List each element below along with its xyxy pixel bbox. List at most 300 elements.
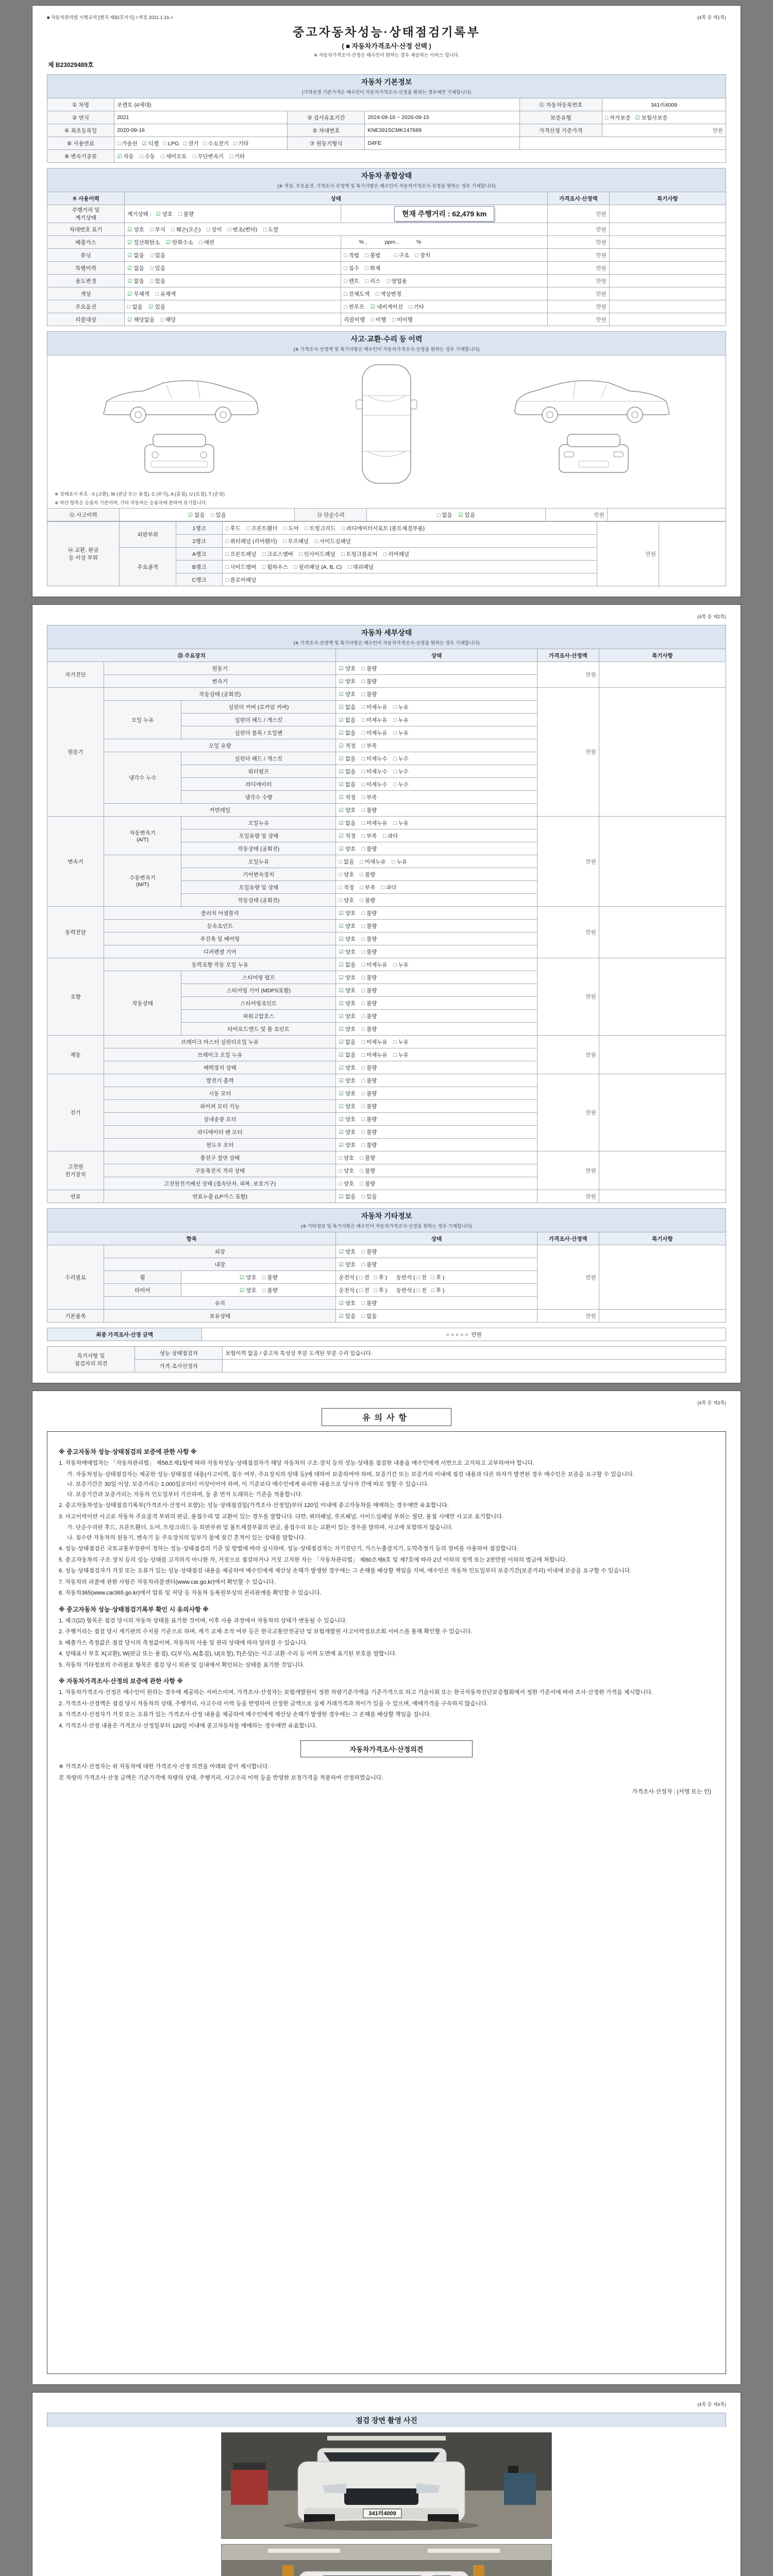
table-cell: ☑ 없음 □ 미세누유 □ 누유 <box>336 726 537 739</box>
table-cell: 워터펌프 <box>181 765 336 778</box>
checkbox-unchecked-icon: □ <box>339 1167 342 1174</box>
checkbox-unchecked-icon: □ <box>150 278 154 284</box>
table-cell: ⑬ 단순수리 <box>295 509 367 521</box>
checkbox-unchecked-icon: □ <box>117 140 121 147</box>
table-cell <box>599 817 726 907</box>
checkbox-checked-icon: ☑ <box>339 1261 344 1268</box>
table-cell: 연료누출 (LP가스 포함) <box>104 1190 336 1203</box>
table-cell <box>223 1360 726 1372</box>
table-cell: ☑ 적정 □ 부족 <box>336 739 537 752</box>
notice-line: 4. 상태표시 부호 X(교환), W(판금 또는 용접), C(부식), A(흠집), U(요철), T(손상)는 사고·교환·수리 등 이력 도면에 표기된 부호를 말합니다. <box>59 1651 397 1657</box>
table-cell: ☑ 양호 □ 불량 <box>336 1126 537 1139</box>
checkbox-unchecked-icon: □ <box>361 807 365 814</box>
table-cell: □ 적법 □ 불법 □ 구조 □ 장치 <box>341 249 547 262</box>
table-cell <box>609 287 726 300</box>
table-cell: 가격조사·산정액 <box>537 1232 599 1245</box>
car-top-view-diagram <box>348 360 425 488</box>
checkbox-unchecked-icon: □ <box>361 704 365 710</box>
checkbox-checked-icon: ☑ <box>239 1287 245 1294</box>
notice-line: 나. 침수란 자동차의 원동기, 변속기 등 주요장치의 일부가 물에 잠긴 흔적이 있는 상태를 말합니다. <box>67 1534 306 1541</box>
checkbox-unchecked-icon: □ <box>393 730 397 736</box>
table-cell: 상태 <box>336 1232 537 1245</box>
checkbox-unchecked-icon: □ <box>365 252 368 259</box>
table-cell <box>609 205 726 223</box>
table-cell: 운전석 ( □ 전 □ 후 ) 동반석 ( □ 전 □ 후 ) <box>336 1271 537 1284</box>
table-cell: □ 양호 □ 불량 <box>336 894 537 907</box>
checkbox-unchecked-icon: □ <box>225 564 229 570</box>
checkbox-unchecked-icon: □ <box>163 140 167 147</box>
table-cell <box>599 1190 726 1203</box>
table-cell: 실린더 헤드 / 개스킷 <box>181 714 336 726</box>
table-cell: 작동상태 (공회전) <box>181 842 336 855</box>
table-cell: % , ppm , % <box>341 236 547 249</box>
checkbox-checked-icon: ☑ <box>370 303 376 310</box>
checkbox-checked-icon: ☑ <box>339 1142 344 1148</box>
checkbox-unchecked-icon: □ <box>361 923 365 929</box>
table-cell <box>599 958 726 1036</box>
checkbox-unchecked-icon: □ <box>361 1142 365 1148</box>
checkbox-unchecked-icon: □ <box>233 140 237 147</box>
checkbox-unchecked-icon: □ <box>211 512 214 518</box>
table-cell: ☑ 양호 □ 불량 <box>336 1113 537 1126</box>
notice-line: ※ 중고자동차 성능·상태점검기록부 확인 시 유의사항 ※ <box>59 1605 209 1613</box>
table-cell: 차대번호 표기 <box>47 223 125 236</box>
table-row <box>47 249 726 262</box>
checkbox-unchecked-icon: □ <box>344 291 347 297</box>
checkbox-unchecked-icon: □ <box>155 291 159 297</box>
checkbox-checked-icon: ☑ <box>339 1248 344 1255</box>
inspection-photo-front <box>221 2432 552 2539</box>
checkbox-unchecked-icon: □ <box>294 564 297 570</box>
table-cell: ☑ 있음 □ 없음 <box>336 1310 537 1323</box>
notice-line: 본 차량의 가격조사·산정 금액은 기준가격에 차량의 상태, 주행거리, 사고수리 이력 등을 반영한 보정가격을 적용하여 산정하였습니다. <box>59 1774 383 1781</box>
table-cell: 타이어 <box>104 1284 181 1297</box>
section-header-detail <box>47 625 726 649</box>
checkbox-unchecked-icon: □ <box>361 1103 365 1110</box>
table-cell: 전기 <box>47 1074 104 1151</box>
checkbox-unchecked-icon: □ <box>394 252 397 259</box>
checkbox-unchecked-icon: □ <box>415 252 419 259</box>
table-cell: □ 사이드멤버 □ 휠하우스 □ 필러패널 (A, B, C) □ 대쉬패널 <box>223 561 597 573</box>
checkbox-unchecked-icon: □ <box>225 551 229 557</box>
table-cell: ☑ 양호 □ 불량 <box>336 971 537 984</box>
checkbox-checked-icon: ☑ <box>127 252 132 259</box>
table-cell: 리콜대상 <box>47 313 125 326</box>
table-cell: ☑ 없음 □ 미세누수 □ 누수 <box>336 765 537 778</box>
table-cell: ③ 검사유효기간 <box>288 111 365 124</box>
table-cell: KNE391SCMK147689 <box>365 124 519 137</box>
table-cell: ☑ 양호 □ 불량 <box>336 984 537 997</box>
table-row <box>47 205 726 223</box>
table-row <box>47 1328 726 1341</box>
table-cell: ⑤ 차대번호 <box>288 124 365 137</box>
table-cell: 수동변속기 (M/T) <box>104 855 181 907</box>
table-cell: ⑧ 변속기종류 <box>47 150 114 163</box>
table-row <box>47 907 726 920</box>
table-cell: 외판부위 <box>120 522 176 548</box>
table-cell: ☑ 양호 □ 불량 <box>336 1023 537 1036</box>
checkbox-unchecked-icon: □ <box>392 858 395 865</box>
checkbox-unchecked-icon: □ <box>393 768 397 775</box>
table-cell: 연료 <box>47 1190 104 1203</box>
table-cell: 리콜이행 □ 이행 □ 미이행 <box>341 313 547 326</box>
table-row <box>47 150 726 163</box>
table-cell: 변속기 <box>47 817 104 907</box>
checkbox-unchecked-icon: □ <box>283 538 287 545</box>
price-opinion-list <box>59 1762 714 1795</box>
checkbox-unchecked-icon: □ <box>416 1274 420 1281</box>
price-opinion-box-title: 자동차가격조사·산정의견 <box>300 1740 473 1757</box>
table-cell: ☑ 자동 □ 수동 □ 세미오토 □ 무단변속기 □ 기타 <box>114 150 726 163</box>
checkbox-unchecked-icon: □ <box>361 1026 365 1032</box>
checkbox-checked-icon: ☑ <box>339 1129 344 1136</box>
checkbox-unchecked-icon: □ <box>344 265 347 272</box>
notice-line: 7. 자동차의 리콜에 관한 사항은 자동차리콜센터(www.car.go.kr)에서 확인할 수 있습니다. <box>59 1579 276 1585</box>
checkbox-unchecked-icon: □ <box>361 948 365 955</box>
checkbox-unchecked-icon: □ <box>160 316 164 323</box>
table-cell: 계기상태 : ☑ 양호 □ 불량 <box>125 205 341 223</box>
table-cell: □ 없음 □ 미세누유 □ 누유 <box>336 855 537 868</box>
table-cell: 만원 <box>547 300 609 313</box>
checkbox-checked-icon: ☑ <box>635 114 640 121</box>
notices-body <box>47 1431 726 2374</box>
notice-line: 3. 배출가스 측정값은 점검 당시의 측정값이며, 자동차의 사용 및 관리 상태에 따라 달라질 수 있습니다. <box>59 1639 308 1646</box>
checkbox-unchecked-icon: □ <box>150 265 154 272</box>
table-cell: 브레이크 마스터 실린더오일 누유 <box>104 1036 336 1048</box>
table-cell: 만원 <box>537 1245 599 1310</box>
table-cell: 오일누유 <box>181 855 336 868</box>
form-table <box>47 521 726 586</box>
section-note: (※ 가격조사·산정액 및 특기사항은 매수인이 자동차가격조사·산정을 원하는 경우 기재합니다) <box>293 347 480 352</box>
table-cell: ① 차명 <box>47 98 114 111</box>
notice-line: 1. 자동차가격조사·산정은 매수인이 원하는 경우에 제공하는 서비스이며, 가격조사·산정자는 보험개발원이 정한 차량기준가액을 기준가격으로 하고 기술사회 또는 한국자동차진단보증협회에서 정한 기준서에 따라 조사·산정한 가격을 제시합니다. <box>59 1689 653 1696</box>
notice-line: 3. 사고이력이란 사고로 자동차 주요골격 부위의 판금, 용접수리 및 교환이 있는 경우를 말합니다. 다만, 쿼터패널, 루프패널, 사이드실패널 부위는 절단, 용접 시에만 사고로 표기합니다. <box>59 1513 503 1520</box>
checkbox-unchecked-icon: □ <box>199 239 203 246</box>
checkbox-unchecked-icon: □ <box>361 1000 365 1007</box>
table-cell: 실린더 커버 (로커암 커버) <box>181 701 336 714</box>
table-cell: ☑ 양호 □ 불량 <box>336 662 537 675</box>
checkbox-unchecked-icon: □ <box>393 704 397 710</box>
table-row <box>47 1232 726 1245</box>
table-cell: □ 렌트 □ 리스 □ 영업용 <box>341 275 547 287</box>
table-cell: 만원 <box>602 124 726 137</box>
checkbox-unchecked-icon: □ <box>383 551 387 557</box>
table-cell: 보유상태 <box>104 1310 336 1323</box>
table-cell: 1랭크 <box>176 522 223 535</box>
accident-history-table <box>47 508 726 521</box>
checkbox-unchecked-icon: □ <box>360 858 363 865</box>
checkbox-unchecked-icon: □ <box>361 833 365 839</box>
page-4 <box>32 2392 741 2576</box>
table-cell: ☑ 양호 □ 불량 <box>336 1245 537 1258</box>
table-cell: □ 없음 ☑ 있음 <box>367 509 545 521</box>
checkbox-unchecked-icon: □ <box>361 794 365 801</box>
notice-line: 2. 주행거리는 점검 당시 계기판의 수치를 기준으로 하며, 계기 교체·조작 여부 등은 한국교통안전공단 및 보험개발원 사고이력정보조회 서비스를 통해 확인할 수 있습니다. <box>59 1629 473 1635</box>
checkbox-checked-icon: ☑ <box>339 1026 344 1032</box>
section-title: 사고·교환·수리 등 이력 <box>350 335 423 343</box>
table-cell: 만원 <box>547 236 609 249</box>
table-cell: ☑ 없음 □ 있음 <box>125 262 341 275</box>
checkbox-unchecked-icon: □ <box>339 897 342 904</box>
checkbox-unchecked-icon: □ <box>604 114 609 121</box>
checkbox-unchecked-icon: □ <box>360 871 363 878</box>
section-header-overall <box>47 168 726 192</box>
checkbox-unchecked-icon: □ <box>361 845 365 852</box>
checkbox-unchecked-icon: □ <box>361 781 365 788</box>
final-price-table <box>47 1328 726 1341</box>
checkbox-unchecked-icon: □ <box>361 768 365 775</box>
table-cell: ⑨ 사용이력 <box>47 192 125 205</box>
table-row <box>47 1360 726 1372</box>
table-cell: 윈도우 모터 <box>104 1139 336 1151</box>
table-cell: 2024-09-16 ~ 2026-09-15 <box>365 111 519 124</box>
table-row <box>47 1310 726 1323</box>
checkbox-checked-icon: ☑ <box>339 923 344 929</box>
table-cell: 가격조사·산정액 <box>537 649 599 662</box>
checkbox-checked-icon: ☑ <box>339 987 344 994</box>
checkbox-unchecked-icon: □ <box>386 278 390 284</box>
table-cell <box>599 907 726 958</box>
table-cell: 외장 <box>104 1245 336 1258</box>
checkbox-unchecked-icon: □ <box>140 153 143 160</box>
table-row <box>47 275 726 287</box>
notice-line: 1. 체크(☑) 항목은 점검 당시의 자동차 상태를 표기한 것이며, 이후 사용 과정에서 자동차의 상태가 변동될 수 있습니다. <box>59 1617 347 1624</box>
table-cell: ☑ 양호 □ 불량 <box>336 1087 537 1100</box>
table-cell: 동력전달 <box>47 907 104 958</box>
notice-line: 5. 중고자동차의 구조·장치 등의 성능·상태를 고지하지 아니한 자, 거짓으로 점검하거나 거짓 고지한 자는 「자동차관리법」 제80조제6호 및 제7호에 따라 2년 이하의 징역 또는 2천만원 이하의 벌금에 처합니다. <box>59 1556 567 1563</box>
table-cell: 실린더 블록 / 오일팬 <box>181 726 336 739</box>
notice-line: ※ 자동차가격조사·산정의 보증에 관한 사항 ※ <box>59 1677 183 1685</box>
table-cell: ☑ 양호 □ 불량 <box>181 1271 336 1284</box>
overall-condition-table <box>47 192 726 326</box>
table-cell <box>609 249 726 262</box>
table-row <box>47 1347 726 1360</box>
table-cell: 자동변속기 (A/T) <box>104 817 181 855</box>
table-cell <box>609 313 726 326</box>
checkbox-unchecked-icon: □ <box>359 1287 363 1294</box>
license-plate-text: 341러4009 <box>368 2511 396 2517</box>
section-title: 자동차 기본정보 <box>361 78 412 86</box>
table-cell: ☑ 없음 □ 있음 <box>120 509 295 521</box>
base-vehicle-note: ※ 하단 항목은 승용차 기준이며, 기타 자동차는 승용차에 준하여 표기합니다. <box>55 500 207 505</box>
form-table <box>47 649 726 1203</box>
checkbox-unchecked-icon: □ <box>393 755 397 762</box>
table-cell: 특별이력 <box>47 262 125 275</box>
table-cell: 특기사항 <box>599 1232 726 1245</box>
table-cell <box>341 205 547 223</box>
checkbox-checked-icon: ☑ <box>127 278 132 284</box>
table-cell: ☑ 양호 □ 불량 <box>336 1139 537 1151</box>
table-row <box>47 1190 726 1203</box>
checkbox-checked-icon: ☑ <box>339 717 344 723</box>
table-cell: 보증유형 <box>519 111 602 124</box>
table-cell: 수리필요 <box>47 1245 104 1310</box>
table-cell: 보험이력 없음 / 중고차 특성상 부분 도색된 부분 수리 있습니다. <box>223 1347 726 1360</box>
checkbox-unchecked-icon: □ <box>361 974 365 981</box>
table-cell: 만원 <box>547 275 609 287</box>
checkbox-unchecked-icon: □ <box>361 1193 365 1200</box>
page-marker: (4쪽 중 제4쪽) <box>697 2402 726 2407</box>
checkbox-unchecked-icon: □ <box>361 820 365 826</box>
table-cell: 만원 <box>537 1190 599 1203</box>
checkbox-checked-icon: ☑ <box>339 730 344 736</box>
checkbox-unchecked-icon: □ <box>344 252 347 259</box>
checkbox-checked-icon: ☑ <box>339 1052 344 1058</box>
table-cell <box>519 137 726 150</box>
checkbox-unchecked-icon: □ <box>193 153 196 160</box>
page-1 <box>32 5 741 597</box>
checkbox-unchecked-icon: □ <box>361 1116 365 1123</box>
table-cell: ☑ 일산화탄소 ☑ 탄화수소 □ 매연 <box>125 236 341 249</box>
checkbox-unchecked-icon: □ <box>339 1180 342 1187</box>
table-cell: □ 자가보증 ☑ 보험사보증 <box>602 111 726 124</box>
inspection-photo-lift <box>221 2544 552 2576</box>
checkbox-unchecked-icon: □ <box>437 512 441 518</box>
section-title: 자동차 종합상태 <box>361 172 412 180</box>
car-side-view-right-diagram <box>509 369 679 426</box>
checkbox-unchecked-icon: □ <box>229 153 233 160</box>
checkbox-unchecked-icon: □ <box>431 1287 434 1294</box>
checkbox-unchecked-icon: □ <box>344 278 347 284</box>
checkbox-unchecked-icon: □ <box>361 961 365 968</box>
checkbox-checked-icon: ☑ <box>339 704 344 710</box>
table-row <box>47 192 726 205</box>
table-cell <box>609 223 726 236</box>
table-cell: □ 적정 □ 부족 □ 과다 <box>336 881 537 894</box>
page-2 <box>32 604 741 1383</box>
table-cell: □ 쿼터패널 (리어휀더) □ 루프패널 □ 사이드실패널 <box>223 535 597 548</box>
table-cell: □ 플로어패널 <box>223 573 597 586</box>
notice-line: 6. 성능·상태점검자가 거짓 또는 오류가 있는 성능·상태점검 내용을 제공하여 매수인에게 재산상 손해가 발생한 경우에는 그 손해를 배상할 책임을 지며, 매수인은 자동차 인도일부터 보증기간(보증거리) 이내에 보증을 요구할 수 있습니다. <box>59 1568 632 1574</box>
checkbox-unchecked-icon: □ <box>359 1274 363 1281</box>
table-cell: 자기진단 <box>47 662 104 688</box>
table-row <box>47 300 726 313</box>
checkbox-checked-icon: ☑ <box>339 845 344 852</box>
table-cell: 배출가스 <box>47 236 125 249</box>
checkbox-checked-icon: ☑ <box>239 1274 245 1281</box>
table-cell: □ 양호 □ 불량 <box>336 1151 537 1164</box>
checkbox-unchecked-icon: □ <box>262 1287 266 1294</box>
table-cell: 상태 <box>125 192 548 205</box>
table-cell: ☑ 양호 □ 불량 <box>336 1010 537 1023</box>
checkbox-unchecked-icon: □ <box>262 1274 266 1281</box>
table-row <box>47 688 726 701</box>
table-cell <box>607 509 726 521</box>
checkbox-checked-icon: ☑ <box>339 936 344 942</box>
checkbox-unchecked-icon: □ <box>361 1064 365 1071</box>
page-title: 중고자동차성능·상태점검기록부 <box>293 25 480 39</box>
table-cell: 등속조인트 <box>104 920 336 933</box>
checkbox-unchecked-icon: □ <box>339 871 342 878</box>
checkbox-unchecked-icon: □ <box>374 1274 377 1281</box>
section-note: (※ 색상, 주요옵션, 가격조사·산정액 및 특기사항은 매수인이 자동차가격조사·산정을 원하는 경우 기재합니다) <box>277 183 496 189</box>
table-cell: 오일 누유 <box>104 701 181 739</box>
table-cell: ⑮ 주요장치 <box>47 649 336 662</box>
table-cell: ☑ 적정 □ 부족 <box>336 791 537 804</box>
page-marker: (4쪽 중 제3쪽) <box>697 1400 726 1405</box>
checkbox-unchecked-icon: □ <box>150 252 154 259</box>
checkbox-checked-icon: ☑ <box>127 226 132 233</box>
table-cell: 2021 <box>114 111 288 124</box>
table-cell: 발전기 출력 <box>104 1074 336 1087</box>
table-cell: ⑦ 원동기형식 <box>288 137 365 150</box>
table-row <box>47 137 726 150</box>
checkbox-checked-icon: ☑ <box>127 291 132 297</box>
table-cell: □ 후드 □ 프론트휀더 □ 도어 □ 트렁크리드 □ 라디에이터서포트 (볼트체결부품) <box>223 522 597 535</box>
checkbox-unchecked-icon: □ <box>393 781 397 788</box>
table-row <box>47 124 726 137</box>
table-cell: ☑ 양호 □ 불량 <box>336 1074 537 1087</box>
table-cell: 제동 <box>47 1036 104 1074</box>
checkbox-checked-icon: ☑ <box>117 153 122 160</box>
checkbox-unchecked-icon: □ <box>361 1261 365 1268</box>
page-subtitle-note: ※ 자동차가격조사·산정은 매수인이 원하는 경우 제공하는 서비스 입니다. <box>313 53 460 58</box>
table-row <box>47 649 726 662</box>
checkbox-checked-icon: ☑ <box>339 833 344 839</box>
car-front-view-diagram <box>136 429 223 479</box>
checkbox-checked-icon: ☑ <box>127 316 132 323</box>
table-cell: □ 침수 □ 화재 <box>341 262 547 275</box>
table-cell: ☑ 양호 □ 불량 <box>336 945 537 958</box>
checkbox-unchecked-icon: □ <box>299 551 303 557</box>
table-row <box>47 111 726 124</box>
section-note: (가격산정 기준가격은 매수인이 자동차가격조사·산정을 원하는 경우에만 기재합니다) <box>301 90 472 95</box>
table-cell: 브레이크 오일 누유 <box>104 1048 336 1061</box>
table-cell: ☑ 양호 □ 불량 <box>181 1284 336 1297</box>
table-cell: ☑ 양호 □ 불량 <box>336 933 537 945</box>
checkbox-unchecked-icon: □ <box>225 577 229 583</box>
checkbox-unchecked-icon: □ <box>392 316 396 323</box>
table-cell: 가격조사·산정액 <box>547 192 609 205</box>
checkbox-unchecked-icon: □ <box>361 1039 365 1045</box>
checkbox-unchecked-icon: □ <box>361 665 365 672</box>
status-marks-note: ※ 상태표시 부호 : X (교환), W (판금 또는 용접), C (부식), A (흠집), U (요철), T (손상) <box>55 492 225 497</box>
checkbox-checked-icon: ☑ <box>339 974 344 981</box>
notice-line: 1. 자동차매매업자는 「자동차관리법」 제58조제1항에 따라 자동차성능·상태점검자가 해당 자동차의 구조·장치 등의 성능·상태를 점검한 내용을 매수인에게 서면으로 고지하고 교부하여야 합니다. <box>59 1460 535 1466</box>
table-cell: 운전석 ( □ 전 □ 후 ) 동반석 ( □ 전 □ 후 ) <box>336 1284 537 1297</box>
table-cell: 스티어링조인트 <box>181 997 336 1010</box>
checkbox-checked-icon: ☑ <box>339 794 344 801</box>
section-title: 자동차 기타정보 <box>361 1212 412 1220</box>
checkbox-unchecked-icon: □ <box>361 987 365 994</box>
checkbox-unchecked-icon: □ <box>225 525 229 532</box>
table-cell: 와이퍼 모터 기능 <box>104 1100 336 1113</box>
table-cell: 만원 <box>547 223 609 236</box>
table-cell: 가격산정 기준가격 <box>519 124 602 137</box>
table-cell: 2020-09-16 <box>114 124 288 137</box>
checkbox-checked-icon: ☑ <box>127 239 132 246</box>
table-row <box>47 1036 726 1048</box>
form-reference: ■ 자동차관리법 시행규칙 [별지 제82호서식] <개정 2021.1.16.> <box>47 15 173 20</box>
table-cell <box>609 262 726 275</box>
table-cell <box>659 522 726 586</box>
table-row <box>47 262 726 275</box>
form-table <box>47 1328 726 1341</box>
table-cell: 색상 <box>47 287 125 300</box>
checkbox-unchecked-icon: □ <box>381 884 385 891</box>
notice-line: 나. 보증기간은 30일 이상, 보증거리는 2,000킬로미터 이상이어야 하며, 이 기준보다 매수인에게 유리한 내용으로 당사자 간에 따로 정할 수 있습니다. <box>67 1481 429 1487</box>
table-cell: ☑ 해당없음 □ 해당 <box>125 313 341 326</box>
table-cell: 디퍼렌셜 기어 <box>104 945 336 958</box>
table-row <box>47 662 726 675</box>
table-cell: 만원 <box>537 688 599 817</box>
checkbox-unchecked-icon: □ <box>339 858 342 865</box>
checkbox-unchecked-icon: □ <box>361 1129 365 1136</box>
table-cell: ☑ 양호 □ 불량 <box>336 1061 537 1074</box>
checkbox-checked-icon: ☑ <box>339 1090 344 1097</box>
table-cell: 만원 <box>537 817 599 907</box>
form-table <box>47 1232 726 1323</box>
